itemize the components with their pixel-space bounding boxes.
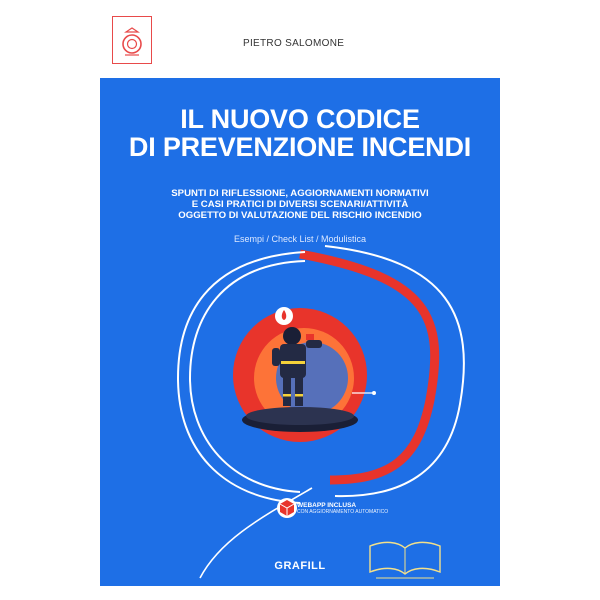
subtitle-line-1: SPUNTI DI RIFLESSIONE, AGGIORNAMENTI NORMATIVI xyxy=(171,188,429,199)
subtitle-line-3: OGGETTO DI VALUTAZIONE DEL RISCHIO INCENDIO xyxy=(178,210,422,221)
webapp-cube-icon xyxy=(277,498,297,518)
subtitle-line-2: E CASI PRATICI DI DIVERSI SCENARI/ATTIVITÀ xyxy=(191,199,409,210)
cover-blue-panel xyxy=(100,78,500,586)
publisher-logo: GRAFILL xyxy=(274,560,326,572)
fire-brigade-emblem-icon xyxy=(112,16,152,64)
badge-subtitle: CON AGGIORNAMENTO AUTOMATICO xyxy=(297,509,389,515)
webapp-badge xyxy=(297,502,388,516)
badge-title: WEBAPP INCLUSA xyxy=(297,502,357,509)
book-title-line-1: IL NUOVO CODICE xyxy=(180,104,420,134)
author-name: PIETRO SALOMONE xyxy=(243,38,345,49)
book-title-line-2: DI PREVENZIONE INCENDI xyxy=(128,132,472,162)
book-cover xyxy=(100,16,500,586)
content-tags: Esempi / Check List / Modulistica xyxy=(233,234,367,244)
